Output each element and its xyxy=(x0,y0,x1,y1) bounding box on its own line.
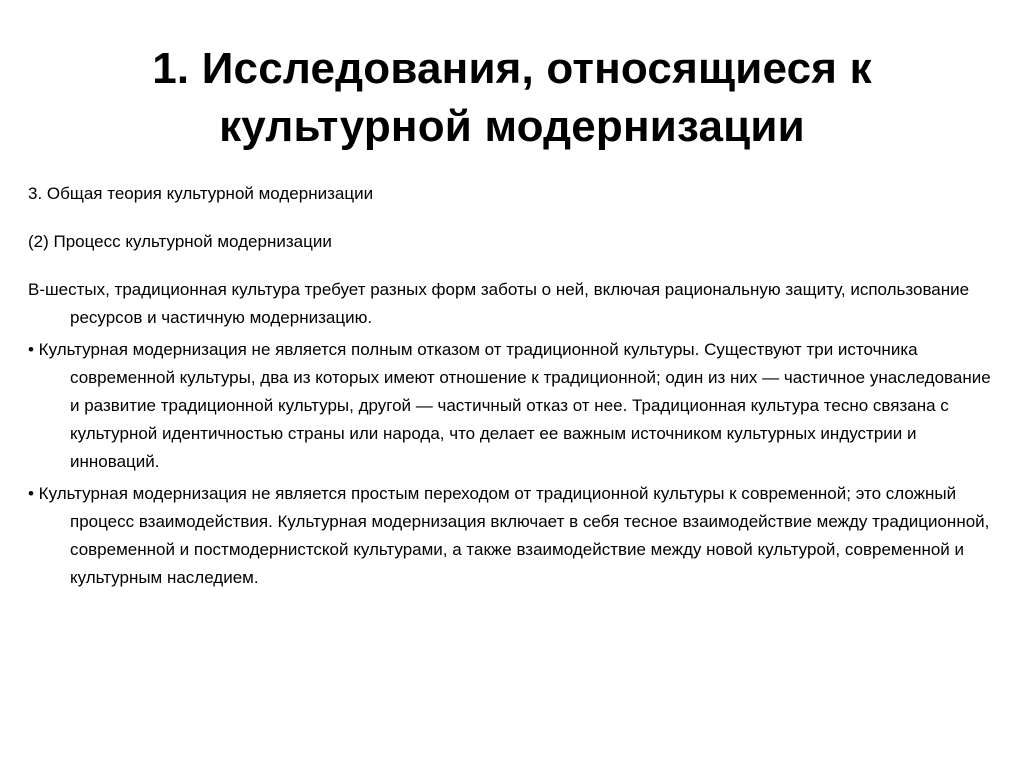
bullet-paragraph-2: • Культурная модернизация не является простым переходом от традиционной культуры к современной; это сложный процесс взаимодействия. Культурная модернизация включает в себя тесное взаимодействие между традиционной, современной и постмодернистской культурами, а также взаимодействие между новой культурой, современной и культурным наследием. xyxy=(28,484,990,587)
paragraph-sixth-point: В-шестых, традиционная культура требует разных форм заботы о ней, включая рациональную защиту, использование ресурсов и частичную модернизацию. xyxy=(28,280,970,327)
bullet-paragraph-1: • Культурная модернизация не является полным отказом от традиционной культуры. Существуют три источника современной культуры, два из которых имеют отношение к традиционной; один из них — частичное унаследование и развитие традиционной культуры, другой — частичный отказ от нее. Традиционная культура тесно связана с культурной идентичностью страны или народа, что делает ее важным источником культурных индустрии и инноваций. xyxy=(28,340,991,471)
subsection-heading: (2) Процесс культурной модернизации xyxy=(28,232,332,251)
slide-body xyxy=(28,180,1003,596)
slide-title: 1. Исследования, относящиеся к культурной модернизации xyxy=(152,44,872,151)
section-heading: 3. Общая теория культурной модернизации xyxy=(28,184,374,203)
